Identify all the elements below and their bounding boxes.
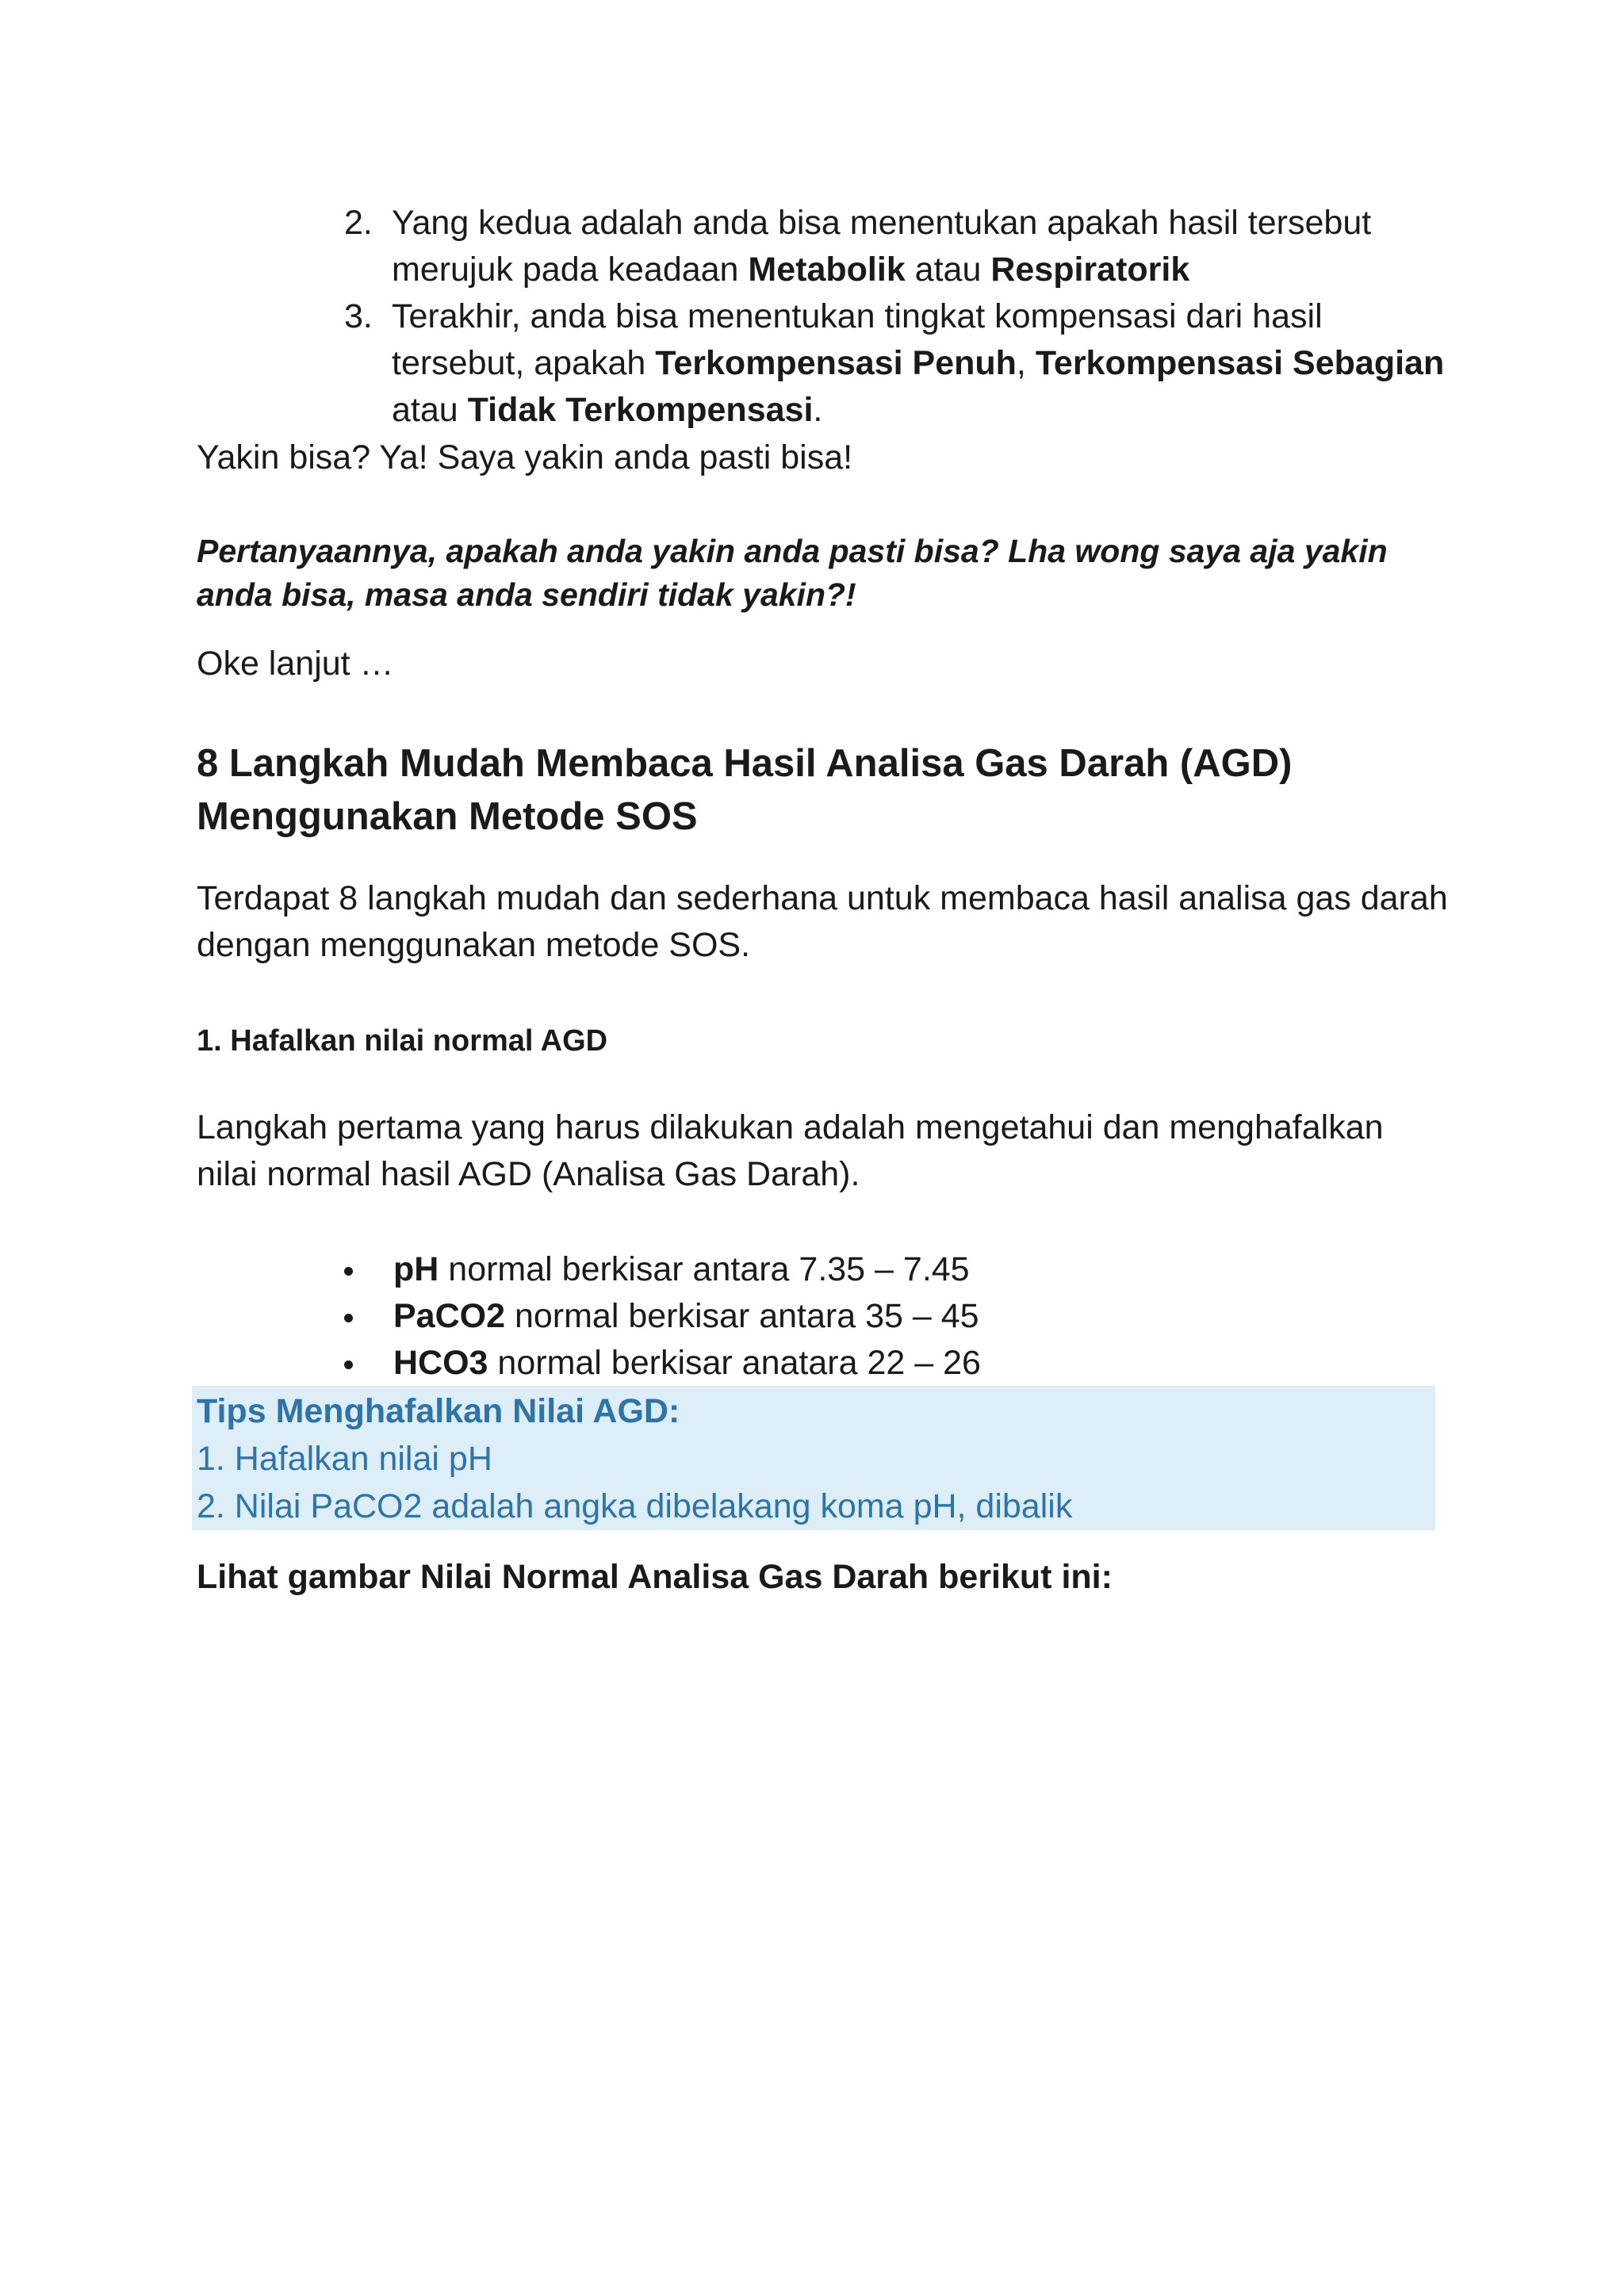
confidence-line: Yakin bisa? Ya! Saya yakin anda pasti bisa!	[197, 438, 853, 476]
list-text: atau	[905, 251, 991, 289]
figure-caption: Lihat gambar Nilai Normal Analisa Gas Darah berikut ini:	[197, 1558, 1113, 1596]
value-term: pH	[393, 1250, 439, 1288]
list-item	[333, 1293, 1443, 1340]
numbered-list	[301, 200, 1451, 434]
list-text: .	[813, 391, 823, 429]
section-heading: 8 Langkah Mudah Membaca Hasil Analisa Gas Darah (AGD) Menggunakan Metode SOS	[197, 742, 1293, 838]
tips-line: 1. Hafalkan nilai pH	[197, 1440, 492, 1478]
value-term: PaCO2	[393, 1297, 506, 1335]
normal-values-list	[333, 1246, 1443, 1387]
question-paragraph: Pertanyaannya, apakah anda yakin anda pasti bisa? Lha wong saya aja yakin anda bisa, masa anda sendiri tidak yakin?!	[197, 533, 1388, 613]
tips-box	[192, 1386, 1435, 1530]
list-marker: 2.	[344, 204, 373, 242]
list-item	[333, 1340, 1443, 1387]
list-text: Yang kedua adalah anda bisa menentukan apakah hasil tersebut merujuk pada keadaan	[392, 204, 1372, 289]
step-intro: Langkah pertama yang harus dilakukan adalah mengetahui dan menghafalkan nilai normal hasil AGD (Analisa Gas Darah).	[197, 1108, 1384, 1193]
list-item	[301, 200, 1451, 293]
list-bold-term: Metabolik	[748, 251, 906, 289]
list-text: ,	[1016, 344, 1036, 382]
section-intro: Terdapat 8 langkah mudah dan sederhana untuk membaca hasil analisa gas darah dengan menggunakan metode SOS.	[197, 879, 1448, 964]
list-bold-term: Terkompensasi Penuh	[655, 344, 1017, 382]
list-text: atau	[392, 391, 468, 429]
bullet-icon	[344, 1360, 353, 1369]
list-bold-term: Tidak Terkompensasi	[467, 391, 814, 429]
continue-line: Oke lanjut …	[197, 645, 394, 683]
list-item	[333, 1246, 1443, 1293]
bullet-icon	[344, 1267, 353, 1276]
bullet-icon	[344, 1314, 353, 1322]
value-term: HCO3	[393, 1344, 488, 1382]
list-bold-term: Respiratorik	[990, 251, 1190, 289]
list-text: Terakhir, anda bisa menentukan tingkat kompensasi dari hasil tersebut, apakah	[392, 297, 1323, 382]
value-desc: normal berkisar antara 35 – 45	[505, 1297, 979, 1335]
tips-title: Tips Menghafalkan Nilai AGD:	[197, 1392, 680, 1430]
tips-line: 2. Nilai PaCO2 adalah angka dibelakang koma pH, dibalik	[197, 1487, 1073, 1525]
value-desc: normal berkisar anatara 22 – 26	[488, 1344, 981, 1382]
list-item	[301, 293, 1451, 434]
list-bold-term: Terkompensasi Sebagian	[1035, 344, 1445, 382]
value-desc: normal berkisar antara 7.35 – 7.45	[439, 1250, 970, 1288]
step-heading: 1. Hafalkan nilai normal AGD	[197, 1024, 608, 1058]
list-marker: 3.	[344, 297, 373, 335]
